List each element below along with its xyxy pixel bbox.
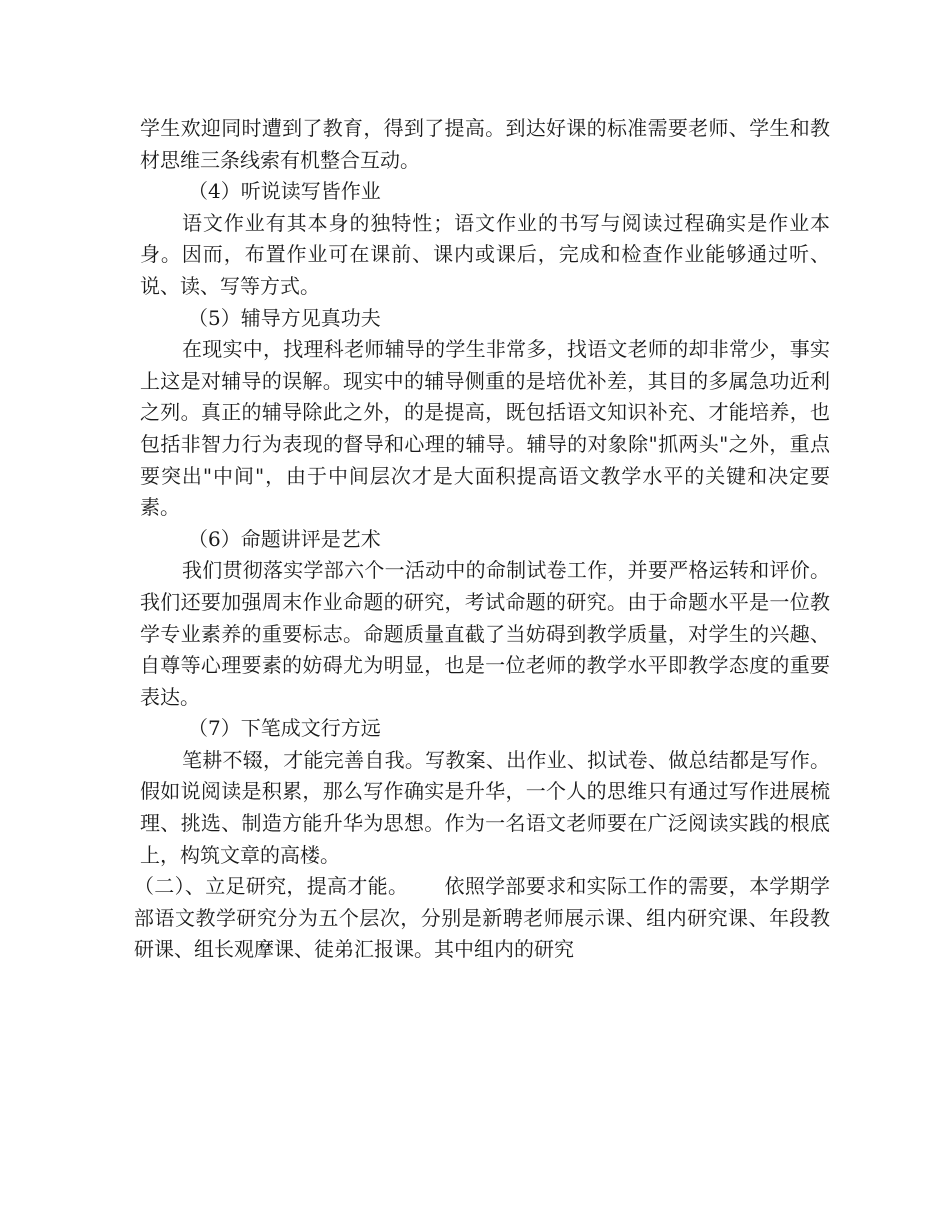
subheading-homework: （4）听说读写皆作业 [188,179,381,204]
subheading-exam-design: （6）命题讲评是艺术 [188,526,381,551]
subheading-tutoring: （5）辅导方见真功夫 [188,305,381,330]
paragraph-exam-design: 我们贯彻落实学部六个一活动中的命制试卷工作，并要严格运转和评价。我们还要加强周末作业命题的研究，考试命题的研究。由于命题水平是一位教学专业素养的重要标志。命题质量直截了当妨碍到教学质量，对学生的兴趣、自尊等心理要素的妨碍尤为明显，也是一位老师的教学水平即教学态度的重要表达。 [140,558,830,709]
section-title: （二）、立足研究，提高才能。 [134,874,409,899]
section-text: 依照学部要求和实际工作的需要，本学期学部语文教学研究分为五个层次，分别是新聘老师展示课、组内研究课、年段教研课、组长观摩课、徒弟汇报课。其中组内的研究 [134,874,831,962]
document-body [134,113,831,966]
section-research [134,871,830,966]
paragraph-writing: 笔耕不辍，才能完善自我。写教案、出作业、拟试卷、做总结都是写作。假如说阅读是积累，那么写作确实是升华，一个人的思维只有通过写作进展梳理、挑选、制造方能升华为思想。作为一名语文老师要在广泛阅读实践的根底上，构筑文章的高楼。 [140,747,830,867]
paragraph-homework: 语文作业有其本身的独特性；语文作业的书写与阅读过程确实是作业本身。因而，布置作业可在课前、课内或课后，完成和检查作业能够通过听、说、读、写等方式。 [140,210,830,298]
subheading-writing: （7）下笔成文行方远 [188,716,381,741]
paragraph-tutoring: 在现实中，找理科老师辅导的学生非常多，找语文老师的却非常少，事实上这是对辅导的误解。现实中的辅导侧重的是培优补差，其目的多属急功近利之列。真正的辅导除此之外，的是提高，既包括语文知识补充、才能培养，也包括非智力行为表现的督导和心理的辅导。辅导的对象除"抓两头"之外，重点要突出"中间"，由于中间层次才是大面积提高语文教学水平的关键和决定要素。 [140,337,830,520]
paragraph-continuation: 学生欢迎同时遭到了教育，得到了提高。到达好课的标准需要老师、学生和教材思维三条线索有机整合互动。 [140,116,830,172]
